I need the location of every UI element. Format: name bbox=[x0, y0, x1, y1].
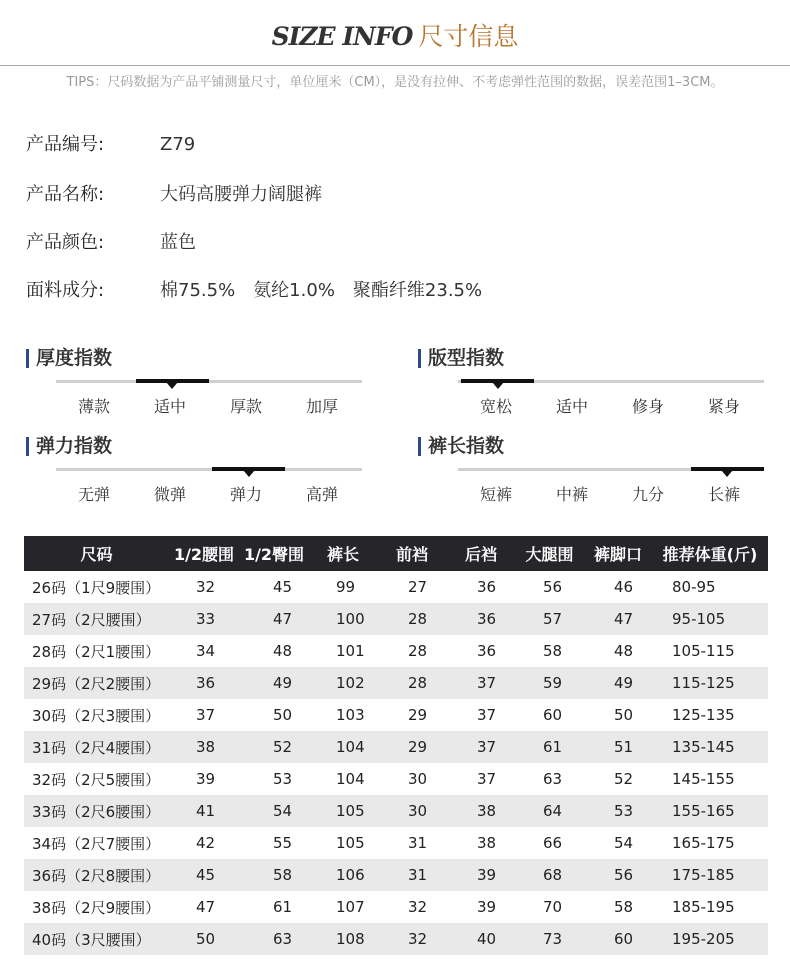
table-cell: 32 bbox=[377, 923, 447, 955]
table-cell: 155-165 bbox=[652, 795, 768, 827]
table-cell: 59 bbox=[515, 667, 584, 699]
table-cell: 29 bbox=[408, 706, 428, 724]
thickness-index-marker bbox=[136, 379, 209, 383]
table-cell: 95-105 bbox=[652, 603, 768, 635]
length-index-track bbox=[458, 468, 764, 471]
size-cell: 38码（2尺9腰围） bbox=[32, 898, 161, 917]
length-option: 中裤 bbox=[555, 485, 588, 504]
size-table-column-header: 推荐体重(斤) bbox=[652, 536, 768, 571]
title-english: SIZE INFO bbox=[271, 22, 413, 51]
table-cell: 58 bbox=[239, 859, 309, 891]
table-cell: 58 bbox=[543, 642, 563, 660]
table-cell: 39 bbox=[447, 859, 515, 891]
size-table-column-header: 大腿围 bbox=[515, 536, 584, 571]
fit-index-title: 版型指数 bbox=[418, 346, 504, 370]
table-cell: 125-135 bbox=[672, 706, 735, 724]
product-name-value: 大码高腰弹力阔腿裤 bbox=[160, 184, 322, 205]
fabric-component: 聚酯纤维23.5% bbox=[352, 280, 483, 301]
table-cell: 47 bbox=[239, 603, 309, 635]
product-color-value: 蓝色 bbox=[160, 232, 196, 253]
table-row bbox=[24, 891, 768, 923]
length-option: 九分 bbox=[631, 485, 664, 504]
table-cell: 30 bbox=[377, 795, 447, 827]
table-cell: 38 bbox=[169, 731, 239, 763]
size-cell: 28码（2尺1腰围） bbox=[32, 642, 161, 661]
table-cell: 41 bbox=[169, 795, 239, 827]
table-cell: 48 bbox=[614, 642, 634, 660]
table-cell: 104 bbox=[309, 731, 377, 763]
table-cell: 66 bbox=[543, 834, 563, 852]
size-table-column-header: 尺码 bbox=[24, 536, 169, 571]
table-cell: 80-95 bbox=[672, 578, 716, 596]
elasticity-option: 高弹 bbox=[305, 485, 338, 504]
fit-index-track bbox=[458, 380, 764, 383]
size-table-column-header: 1/2腰围 bbox=[169, 536, 239, 571]
size-info-header bbox=[0, 0, 790, 66]
table-cell: 53 bbox=[273, 770, 293, 788]
table-cell: 60 bbox=[543, 706, 563, 724]
size-cell: 34码（2尺7腰围） bbox=[32, 834, 161, 853]
length-option: 短裤 bbox=[479, 485, 512, 504]
table-cell: 195-205 bbox=[652, 923, 768, 955]
table-row bbox=[24, 667, 768, 699]
length-index bbox=[418, 434, 758, 514]
size-table-column-header: 裤脚口 bbox=[584, 536, 652, 571]
table-cell: 63 bbox=[543, 770, 563, 788]
elasticity-index-options bbox=[56, 484, 362, 506]
table-cell: 45 bbox=[273, 578, 293, 596]
table-cell: 34 bbox=[196, 642, 216, 660]
fit-option: 紧身 bbox=[707, 397, 740, 416]
length-index-title: 裤长指数 bbox=[418, 434, 504, 458]
table-cell: 108 bbox=[309, 923, 377, 955]
table-cell: 68 bbox=[515, 859, 584, 891]
table-cell: 63 bbox=[239, 923, 309, 955]
table-cell: 37 bbox=[196, 706, 216, 724]
table-cell: 50 bbox=[614, 706, 634, 724]
table-cell: 50 bbox=[273, 706, 293, 724]
size-table-column-header: 1/2臀围 bbox=[239, 536, 309, 571]
table-cell: 73 bbox=[515, 923, 584, 955]
table-row bbox=[24, 571, 768, 603]
thickness-option: 厚款 bbox=[229, 397, 262, 416]
table-cell: 47 bbox=[196, 898, 216, 916]
thickness-index-options bbox=[56, 396, 362, 418]
table-cell: 61 bbox=[273, 898, 293, 916]
tips-text: TIPS：尺码数据为产品平铺测量尺寸，单位厘米（CM），是没有拉伸、不考虑弹性范围的数据，误差范围1–3CM。 bbox=[66, 75, 724, 90]
table-cell: 49 bbox=[584, 667, 652, 699]
table-cell: 54 bbox=[239, 795, 309, 827]
title-chinese: 尺寸信息 bbox=[418, 22, 519, 51]
table-cell: 60 bbox=[584, 923, 652, 955]
size-table-column-header: 前裆 bbox=[377, 536, 447, 571]
product-name-label: 产品名称: bbox=[26, 184, 105, 205]
size-table bbox=[24, 536, 768, 955]
table-cell: 46 bbox=[614, 578, 634, 596]
fabric-component: 氨纶1.0% bbox=[253, 280, 335, 301]
table-cell: 107 bbox=[336, 898, 365, 916]
table-cell: 40 bbox=[447, 923, 515, 955]
table-cell: 47 bbox=[584, 603, 652, 635]
table-cell: 36 bbox=[477, 578, 497, 596]
table-cell: 105 bbox=[309, 795, 377, 827]
table-cell: 27 bbox=[408, 578, 428, 596]
table-cell: 58 bbox=[614, 898, 634, 916]
elasticity-option: 弹力 bbox=[229, 485, 262, 504]
table-cell: 56 bbox=[543, 578, 563, 596]
table-cell: 70 bbox=[543, 898, 563, 916]
fit-index bbox=[418, 346, 758, 426]
fit-index-marker bbox=[461, 379, 534, 383]
table-cell: 103 bbox=[336, 706, 365, 724]
table-cell: 33 bbox=[169, 603, 239, 635]
fit-index-options bbox=[458, 396, 764, 418]
table-row bbox=[24, 795, 768, 827]
elasticity-index-title: 弹力指数 bbox=[26, 434, 112, 458]
elasticity-option: 微弹 bbox=[153, 485, 186, 504]
table-cell: 165-175 bbox=[672, 834, 735, 852]
table-cell: 185-195 bbox=[672, 898, 735, 916]
table-row bbox=[24, 603, 768, 635]
table-cell: 29 bbox=[377, 731, 447, 763]
fit-option: 修身 bbox=[631, 397, 664, 416]
table-cell: 104 bbox=[336, 770, 365, 788]
table-row bbox=[24, 731, 768, 763]
table-cell: 28 bbox=[377, 667, 447, 699]
product-fabric-label: 面料成分: bbox=[26, 280, 105, 301]
table-cell: 54 bbox=[614, 834, 634, 852]
table-cell: 49 bbox=[239, 667, 309, 699]
table-cell: 51 bbox=[584, 731, 652, 763]
table-row bbox=[24, 827, 768, 859]
table-cell: 38 bbox=[477, 834, 497, 852]
table-cell: 53 bbox=[584, 795, 652, 827]
table-cell: 37 bbox=[477, 706, 497, 724]
table-cell: 31 bbox=[377, 859, 447, 891]
size-table-header bbox=[24, 536, 768, 571]
size-cell: 29码（2尺2腰围） bbox=[24, 667, 169, 699]
table-cell: 36 bbox=[447, 603, 515, 635]
table-cell: 37 bbox=[477, 770, 497, 788]
size-cell: 26码（1尺9腰围） bbox=[32, 578, 161, 597]
thickness-index bbox=[26, 346, 366, 426]
table-cell: 105 bbox=[336, 834, 365, 852]
table-cell: 105-115 bbox=[672, 642, 735, 660]
table-cell: 50 bbox=[169, 923, 239, 955]
table-cell: 115-125 bbox=[652, 667, 768, 699]
table-cell: 39 bbox=[477, 898, 497, 916]
table-cell: 45 bbox=[169, 859, 239, 891]
length-index-options bbox=[458, 484, 764, 506]
table-cell: 36 bbox=[169, 667, 239, 699]
table-row bbox=[24, 763, 768, 795]
table-row bbox=[24, 635, 768, 667]
table-cell: 30 bbox=[408, 770, 428, 788]
table-cell: 56 bbox=[584, 859, 652, 891]
size-cell: 40码（3尺腰围） bbox=[24, 923, 169, 955]
fit-option: 宽松 bbox=[479, 397, 512, 416]
elasticity-option: 无弹 bbox=[77, 485, 110, 504]
thickness-option: 薄款 bbox=[77, 397, 110, 416]
header-divider bbox=[0, 65, 790, 66]
thickness-index-title: 厚度指数 bbox=[26, 346, 112, 370]
table-cell: 61 bbox=[515, 731, 584, 763]
table-cell: 39 bbox=[196, 770, 216, 788]
table-cell: 100 bbox=[309, 603, 377, 635]
elasticity-index-marker bbox=[212, 467, 285, 471]
thickness-option: 加厚 bbox=[305, 397, 338, 416]
fabric-component: 棉75.5% bbox=[160, 280, 236, 301]
table-cell: 42 bbox=[196, 834, 216, 852]
table-cell: 99 bbox=[336, 578, 356, 596]
table-cell: 102 bbox=[309, 667, 377, 699]
length-index-marker bbox=[691, 467, 764, 471]
size-cell: 32码（2尺5腰围） bbox=[32, 770, 161, 789]
table-cell: 101 bbox=[336, 642, 365, 660]
table-cell: 37 bbox=[447, 731, 515, 763]
table-cell: 38 bbox=[447, 795, 515, 827]
table-cell: 28 bbox=[408, 642, 428, 660]
table-cell: 64 bbox=[515, 795, 584, 827]
table-cell: 145-155 bbox=[672, 770, 735, 788]
table-cell: 36 bbox=[477, 642, 497, 660]
table-row bbox=[24, 699, 768, 731]
table-cell: 28 bbox=[377, 603, 447, 635]
page-title bbox=[0, 20, 790, 54]
size-cell: 30码（2尺3腰围） bbox=[32, 706, 161, 725]
table-row bbox=[24, 859, 768, 891]
table-cell: 175-185 bbox=[652, 859, 768, 891]
size-table-column-header: 后裆 bbox=[447, 536, 515, 571]
table-cell: 52 bbox=[614, 770, 634, 788]
table-cell: 32 bbox=[196, 578, 216, 596]
table-cell: 31 bbox=[408, 834, 428, 852]
product-code-value: Z79 bbox=[160, 134, 196, 155]
table-cell: 52 bbox=[239, 731, 309, 763]
size-table-column-header: 裤长 bbox=[309, 536, 377, 571]
thickness-option: 适中 bbox=[153, 397, 186, 416]
size-cell: 33码（2尺6腰围） bbox=[24, 795, 169, 827]
length-option: 长裤 bbox=[707, 485, 740, 504]
product-fabric-value bbox=[160, 278, 500, 304]
table-row bbox=[24, 923, 768, 955]
product-code-label: 产品编号: bbox=[26, 134, 105, 155]
table-cell: 32 bbox=[408, 898, 428, 916]
table-cell: 37 bbox=[447, 667, 515, 699]
table-cell: 48 bbox=[273, 642, 293, 660]
table-cell: 135-145 bbox=[652, 731, 768, 763]
elasticity-index bbox=[26, 434, 366, 514]
size-cell: 31码（2尺4腰围） bbox=[24, 731, 169, 763]
fit-option: 适中 bbox=[555, 397, 588, 416]
table-cell: 57 bbox=[515, 603, 584, 635]
table-cell: 55 bbox=[273, 834, 293, 852]
size-cell: 36码（2尺8腰围） bbox=[24, 859, 169, 891]
size-cell: 27码（2尺腰围） bbox=[24, 603, 169, 635]
thickness-index-track bbox=[56, 380, 362, 383]
elasticity-index-track bbox=[56, 468, 362, 471]
table-cell: 106 bbox=[309, 859, 377, 891]
product-color-label: 产品颜色: bbox=[26, 232, 105, 253]
